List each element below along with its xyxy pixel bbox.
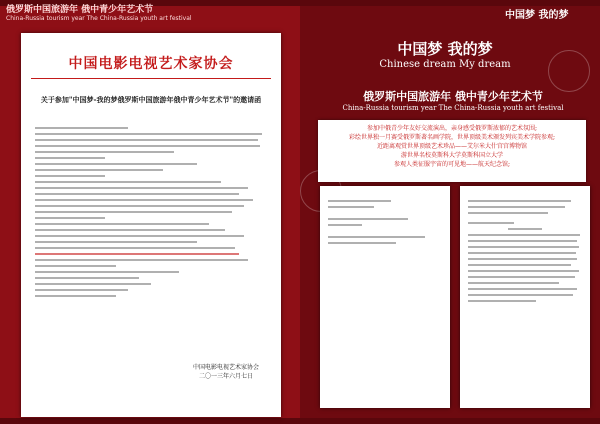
letter-document-cn — [320, 186, 450, 408]
body-line — [468, 252, 576, 254]
invitation-org-title: 中国电影电视艺术家协会 — [68, 56, 234, 72]
left-banner-title-cn: 俄罗斯中国旅游年 俄中青少年艺术节 — [6, 5, 154, 15]
body-line — [35, 271, 179, 273]
body-line — [35, 199, 253, 201]
body-line — [468, 294, 573, 296]
body-line — [35, 151, 174, 153]
highlights-box — [318, 120, 586, 182]
body-line — [35, 145, 260, 147]
body-line — [468, 258, 577, 260]
highlight-line: 参观人类征服宇宙的可见地——航天纪念馆; — [393, 161, 511, 168]
body-line — [35, 175, 105, 177]
body-line — [35, 133, 262, 135]
body-line — [35, 277, 139, 279]
body-line — [468, 270, 579, 272]
body-line — [468, 264, 571, 266]
invitation-body — [35, 127, 267, 301]
festival-title — [318, 88, 588, 112]
body-line — [468, 276, 575, 278]
highlight-line: 游世界名校莫斯科大学莫斯科国立大学 — [400, 152, 503, 159]
body-line — [35, 265, 116, 267]
dream-slogan — [370, 38, 520, 70]
body-line — [35, 283, 151, 285]
highlight-line: 参加中俄青少年友好交流演出，亲身感受俄罗斯浓郁的艺术氛围; — [366, 125, 538, 132]
letter-document-ru — [460, 186, 590, 408]
invitation-title-rule — [31, 78, 271, 79]
body-line — [35, 169, 163, 171]
body-line — [35, 295, 116, 297]
signature-date: 二〇一三年六月七日 — [198, 373, 253, 380]
body-line — [35, 127, 128, 129]
decorative-circle-ornament — [548, 50, 590, 92]
body-line — [35, 205, 244, 207]
dream-slogan-en: Chinese dream My dream — [379, 59, 511, 70]
body-line — [35, 223, 209, 225]
body-line — [35, 163, 197, 165]
body-line — [468, 200, 571, 202]
body-line-highlight — [35, 253, 239, 255]
body-line — [508, 228, 542, 230]
festival-title-cn: 俄罗斯中国旅游年 俄中青少年艺术节 — [363, 90, 543, 103]
body-line — [468, 212, 548, 214]
body-line — [35, 289, 128, 291]
body-line — [35, 235, 244, 237]
body-line — [468, 222, 514, 224]
body-line — [35, 193, 239, 195]
letter-body — [468, 200, 582, 306]
body-line — [468, 300, 536, 302]
invitation-signature — [193, 363, 259, 381]
body-line — [328, 218, 408, 220]
body-line — [468, 282, 559, 284]
body-line — [468, 206, 565, 208]
festival-title-en: China-Russia tourism year The China-Russia youth art festival — [342, 104, 564, 112]
body-line — [468, 240, 577, 242]
bottom-stripe — [0, 418, 600, 424]
body-line — [35, 259, 248, 261]
left-banner — [6, 2, 192, 22]
body-line — [328, 242, 396, 244]
body-line — [468, 246, 579, 248]
left-banner-title-en: China-Russia tourism year The China-Russia youth art festival — [6, 15, 192, 22]
body-line — [468, 234, 580, 236]
body-line — [35, 241, 197, 243]
body-line — [328, 224, 362, 226]
body-line — [328, 206, 374, 208]
highlight-line: 彩绘世界独一月赛受俄罗斯著名画学院，世界顶级美术颁发列宾美术学院参观; — [348, 134, 556, 141]
signature-org: 中国电影电视艺术家协会 — [192, 364, 259, 371]
body-line — [35, 247, 235, 249]
highlight-line: 近距离观赏世界顶级艺术珍品——艾尔米大什宫宫博物馆 — [376, 143, 527, 150]
body-line — [35, 211, 232, 213]
body-line — [328, 200, 391, 202]
body-line — [468, 288, 577, 290]
body-line — [35, 217, 105, 219]
letter-body — [328, 200, 442, 248]
dream-slogan-cn: 中国梦 我的梦 — [397, 40, 493, 58]
invitation-letter — [21, 33, 281, 417]
body-line — [328, 236, 425, 238]
body-line — [35, 187, 248, 189]
body-line — [35, 181, 221, 183]
body-line — [35, 229, 225, 231]
right-banner-title: 中国梦 我的梦 — [505, 10, 569, 21]
body-line — [35, 157, 105, 159]
invitation-subject: 关于参加"中国梦-我的梦俄罗斯中国旅游年俄中青少年艺术节"的邀请函 — [40, 95, 262, 104]
body-line — [35, 139, 258, 141]
